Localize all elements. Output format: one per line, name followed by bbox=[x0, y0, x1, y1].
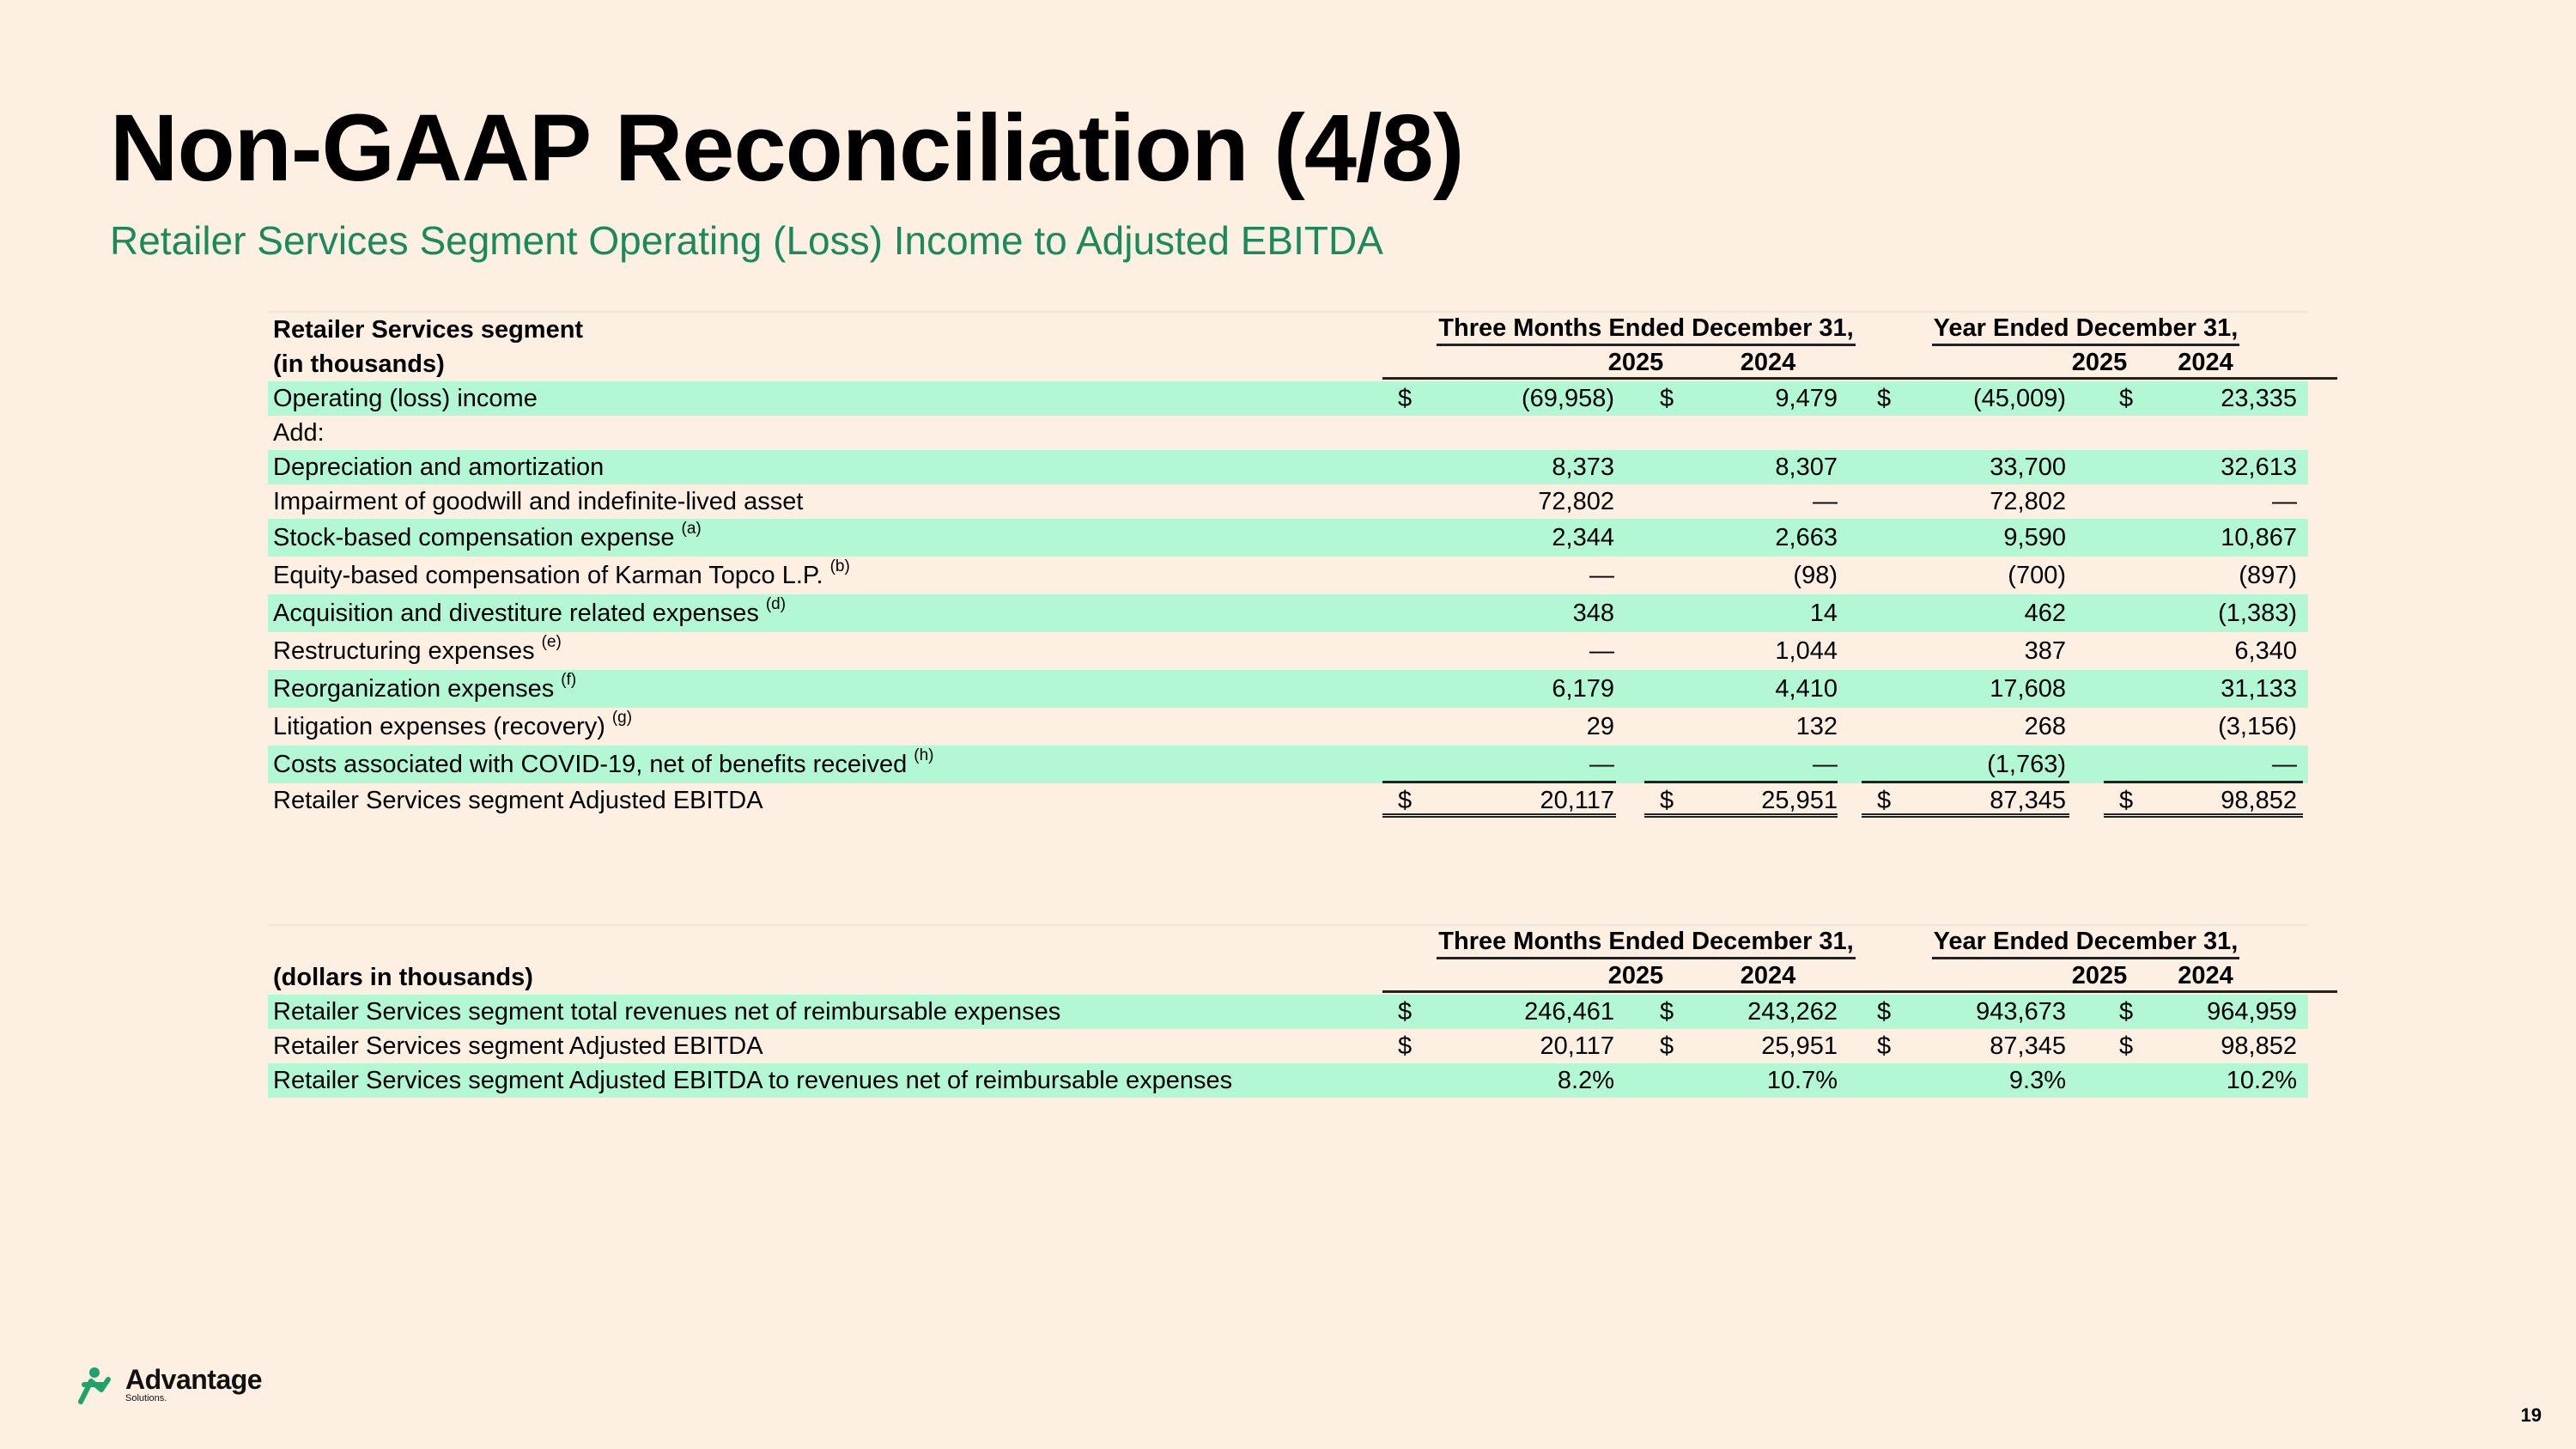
dollar-sign: $ bbox=[1660, 1032, 1674, 1060]
value-cell: 98,852 bbox=[2221, 1032, 2297, 1060]
header-label-segment: Retailer Services segment bbox=[273, 315, 584, 344]
value-cell: 10,867 bbox=[2221, 523, 2297, 551]
value-cell: (45,009) bbox=[1972, 384, 2066, 412]
logo-name: Advantage bbox=[125, 1364, 263, 1395]
value-cell bbox=[1662, 416, 1838, 450]
row-label: Operating (loss) income bbox=[273, 384, 538, 412]
logo-sub: Solutions. bbox=[125, 1393, 167, 1403]
header-year-ended: Year Ended December 31, bbox=[1863, 313, 2308, 347]
dollar-sign: $ bbox=[2119, 997, 2134, 1026]
table-row bbox=[268, 594, 2308, 632]
table-row bbox=[268, 746, 2308, 783]
row-label: Equity-based compensation of Karman Topco L.P. $^{(b)}$ bbox=[273, 557, 850, 589]
dollar-sign: $ bbox=[1877, 997, 1892, 1026]
table-row bbox=[268, 416, 2308, 450]
row-label: Stock-based compensation expense $^{(a)}$ bbox=[273, 520, 702, 551]
table-row bbox=[268, 1029, 2308, 1063]
page-subtitle: Retailer Services Segment Operating (Loss) Income to Adjusted EBITDA bbox=[110, 218, 1383, 263]
value-cell: (1,763) bbox=[1987, 750, 2066, 778]
value-cell: 25,951 bbox=[1761, 1032, 1838, 1060]
header-year-col: 2024 bbox=[1643, 347, 1893, 381]
header-three-months: Three Months Ended December 31, bbox=[1388, 313, 1904, 347]
value-cell: (897) bbox=[2239, 561, 2297, 589]
value-cell: (98) bbox=[1793, 561, 1838, 589]
value-cell: 10.7% bbox=[1766, 1066, 1838, 1094]
value-cell: — bbox=[2272, 487, 2297, 515]
table-row bbox=[268, 783, 2308, 818]
row-label: Add: bbox=[273, 418, 325, 447]
row-label: Depreciation and amortization bbox=[273, 453, 605, 481]
dollar-sign: $ bbox=[1660, 997, 1674, 1026]
value-cell: — bbox=[1589, 636, 1614, 665]
value-cell: 964,959 bbox=[2207, 997, 2297, 1026]
value-cell: — bbox=[1813, 487, 1838, 515]
value-cell: 87,345 bbox=[1990, 786, 2066, 814]
value-cell: (69,958) bbox=[1521, 384, 1614, 412]
value-cell: 10.2% bbox=[2226, 1066, 2297, 1094]
table-header-row bbox=[268, 960, 2308, 995]
dollar-sign: $ bbox=[1398, 997, 1413, 1026]
value-cell: 6,179 bbox=[1552, 674, 1614, 703]
value-cell bbox=[1404, 416, 1614, 450]
header-label-units: (dollars in thousands) bbox=[273, 963, 533, 991]
value-cell: 8,307 bbox=[1775, 453, 1838, 481]
row-label: Retailer Services segment Adjusted EBITDA bbox=[273, 1032, 763, 1060]
value-cell: 132 bbox=[1795, 712, 1838, 740]
table-header-row bbox=[268, 926, 2308, 960]
value-cell: — bbox=[2272, 750, 2297, 778]
table-header-row bbox=[268, 313, 2308, 347]
row-label: Acquisition and divestiture related expenses $^{(d)}$ bbox=[273, 595, 787, 627]
header-year-col: 2024 bbox=[1643, 960, 1893, 995]
dollar-sign: $ bbox=[1398, 786, 1413, 814]
dollar-sign: $ bbox=[2119, 384, 2134, 412]
header-year-ended: Year Ended December 31, bbox=[1863, 926, 2308, 960]
value-cell: 72,802 bbox=[1990, 487, 2066, 515]
company-logo bbox=[76, 1364, 262, 1405]
value-cell: 31,133 bbox=[2221, 674, 2297, 703]
dollar-sign: $ bbox=[2119, 1032, 2134, 1060]
value-cell: 8.2% bbox=[1557, 1066, 1614, 1094]
header-year-col: 2025 bbox=[1862, 347, 2337, 381]
value-cell: 268 bbox=[2024, 712, 2066, 740]
dollar-sign: $ bbox=[1877, 1032, 1892, 1060]
value-cell: 23,335 bbox=[2221, 384, 2297, 412]
table-row bbox=[268, 484, 2308, 519]
reconciliation-table bbox=[268, 311, 2308, 818]
table-row bbox=[268, 450, 2308, 484]
row-label: Retailer Services segment total revenues net of reimbursable expenses bbox=[273, 997, 1061, 1026]
value-cell: — bbox=[1813, 750, 1838, 778]
value-cell: 387 bbox=[2024, 636, 2066, 665]
table-row bbox=[268, 670, 2308, 708]
table-row bbox=[268, 995, 2308, 1029]
dollar-sign: $ bbox=[1877, 786, 1892, 814]
value-cell: 2,344 bbox=[1552, 523, 1614, 551]
value-cell: 17,608 bbox=[1990, 674, 2066, 703]
row-label: Reorganization expenses $^{(f)}$ bbox=[273, 671, 577, 703]
table-header-row bbox=[268, 347, 2308, 381]
row-label: Retailer Services segment Adjusted EBITDA bbox=[273, 786, 763, 814]
dollar-sign: $ bbox=[1398, 384, 1413, 412]
dollar-sign: $ bbox=[1660, 384, 1674, 412]
dollar-sign: $ bbox=[1660, 786, 1674, 814]
value-cell: 2,663 bbox=[1775, 523, 1838, 551]
value-cell: — bbox=[1589, 561, 1614, 589]
table-row bbox=[268, 381, 2308, 416]
table-row bbox=[268, 519, 2308, 557]
value-cell: 6,340 bbox=[2234, 636, 2297, 665]
row-label: Impairment of goodwill and indefinite-lived asset bbox=[273, 487, 804, 515]
value-cell: (3,156) bbox=[2218, 712, 2297, 740]
value-cell: 4,410 bbox=[1775, 674, 1838, 703]
value-cell: 72,802 bbox=[1538, 487, 1614, 515]
row-label: Retailer Services segment Adjusted EBITDA to revenues net of reimbursable expenses bbox=[273, 1066, 1233, 1094]
value-cell: 9,590 bbox=[2003, 523, 2066, 551]
table-row bbox=[268, 632, 2308, 670]
value-cell: 348 bbox=[1572, 599, 1614, 627]
value-cell: (700) bbox=[2008, 561, 2066, 589]
value-cell: 32,613 bbox=[2221, 453, 2297, 481]
page-title: Non-GAAP Reconciliation (4/8) bbox=[110, 95, 1464, 201]
table-row bbox=[268, 1063, 2308, 1098]
value-cell: (1,383) bbox=[2218, 599, 2297, 627]
header-year-col: 2024 bbox=[2103, 347, 2308, 381]
page-number: 19 bbox=[2520, 1404, 2542, 1426]
value-cell: 98,852 bbox=[2221, 786, 2297, 814]
value-cell: 9,479 bbox=[1775, 384, 1838, 412]
value-cell: 462 bbox=[2024, 599, 2066, 627]
value-cell: 246,461 bbox=[1524, 997, 1614, 1026]
value-cell: 243,262 bbox=[1747, 997, 1838, 1026]
value-cell: 14 bbox=[1809, 599, 1838, 627]
value-cell bbox=[1876, 416, 2066, 450]
header-year-col: 2025 bbox=[1862, 960, 2337, 995]
value-cell bbox=[2121, 416, 2297, 450]
dollar-sign: $ bbox=[1877, 384, 1892, 412]
value-cell: 1,044 bbox=[1775, 636, 1838, 665]
margin-table bbox=[268, 924, 2308, 1098]
header-year-col: 2025 bbox=[1382, 960, 1889, 995]
value-cell: 20,117 bbox=[1540, 1032, 1614, 1060]
advantage-logo-icon bbox=[76, 1364, 117, 1405]
value-cell: 9.3% bbox=[2008, 1066, 2066, 1094]
dollar-sign: $ bbox=[2119, 786, 2134, 814]
value-cell: 943,673 bbox=[1976, 997, 2066, 1026]
header-label-units: (in thousands) bbox=[273, 350, 445, 378]
value-cell: 8,373 bbox=[1552, 453, 1614, 481]
value-cell: 29 bbox=[1586, 712, 1614, 740]
row-label: Costs associated with COVID-19, net of benefits received $^{(h)}$ bbox=[273, 746, 934, 778]
value-cell: 33,700 bbox=[1990, 453, 2066, 481]
row-label: Restructuring expenses $^{(e)}$ bbox=[273, 633, 562, 665]
value-cell: 25,951 bbox=[1761, 786, 1838, 814]
value-cell: 87,345 bbox=[1990, 1032, 2066, 1060]
header-three-months: Three Months Ended December 31, bbox=[1388, 926, 1904, 960]
value-cell: 20,117 bbox=[1540, 786, 1614, 814]
value-cell: — bbox=[1589, 750, 1614, 778]
header-year-col: 2024 bbox=[2103, 960, 2308, 995]
table-row bbox=[268, 557, 2308, 594]
row-label: Litigation expenses (recovery) $^{(g)}$ bbox=[273, 709, 633, 740]
table-row bbox=[268, 708, 2308, 746]
dollar-sign: $ bbox=[1398, 1032, 1413, 1060]
header-year-col: 2025 bbox=[1382, 347, 1889, 381]
